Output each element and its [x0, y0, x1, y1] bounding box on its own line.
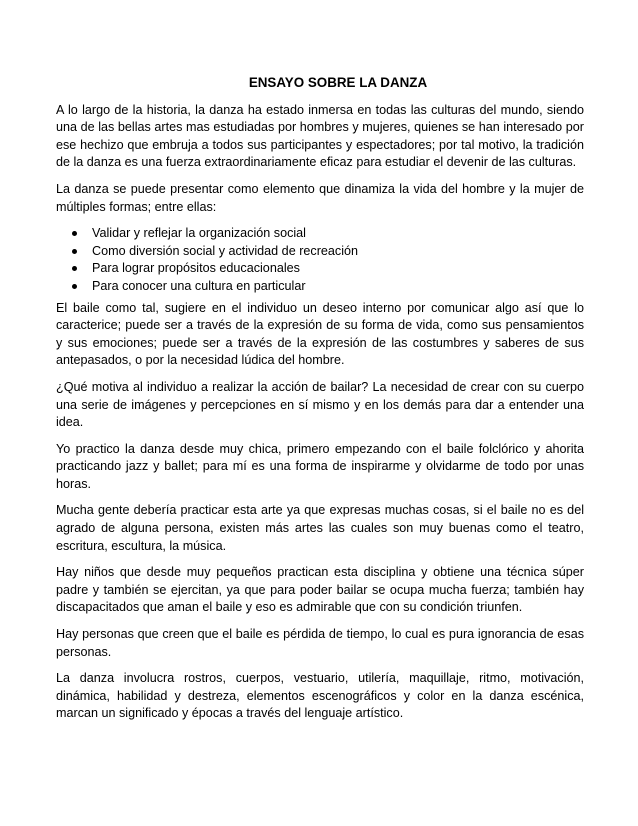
paragraph-intro: A lo largo de la historia, la danza ha estado inmersa en todas las culturas del mundo, siendo una de las bellas artes mas estudiadas por hombres y mujeres, quienes se han interesado por ese hechizo que embruja a todos sus participantes y espectadores; por tal motivo, la tradición de la danza es una fuerza extraordinariamente eficaz para estudiar el devenir de las culturas. — [56, 102, 584, 170]
paragraph-motiva: ¿Qué motiva al individuo a realizar la acción de bailar? La necesidad de crear con su cuerpo una serie de imágenes y percepciones en sí mismo y en los demás para dar a entender una idea. — [56, 379, 584, 430]
list-item: Para conocer una cultura en particular — [92, 278, 584, 296]
document-page — [56, 74, 584, 732]
paragraph-personas: Hay personas que creen que el baile es pérdida de tiempo, lo cual es pura ignorancia de esas personas. — [56, 627, 584, 659]
paragraph-ninos: Hay niños que desde muy pequeños practican esta disciplina y obtiene una técnica súper padre y también se ejercitan, ya que para poder bailar se ocupa mucha fuerza; también hay discapacitados que aman el baile y eso es admirable que con su condición triunfen. — [56, 565, 584, 615]
list-item: Validar y reflejar la organización social — [92, 225, 584, 243]
document-title: ENSAYO SOBRE LA DANZA — [248, 75, 428, 90]
list-item: Como diversión social y actividad de recreación — [92, 243, 584, 261]
paragraph-mucha-gente: Mucha gente debería practicar esta arte ya que expresas muchas cosas, si el baile no es del agrado de alguna persona, existen más artes las cuales son muy buenas como el teatro, escritura, escultura, la música. — [56, 503, 584, 553]
paragraph-involucra: La danza involucra rostros, cuerpos, vestuario, utilería, maquillaje, ritmo, motivación, dinámica, habilidad y destreza, elementos escenográficos y color en la danza escénica, marcan un significado y épocas a través del lenguaje artístico. — [56, 671, 584, 721]
forms-list — [56, 225, 584, 295]
paragraph-practico: Yo practico la danza desde muy chica, primero empezando con el baile folclórico y ahorita practicando jazz y ballet; para mí es una forma de inspirarme y olvidarme de todo por unas horas. — [56, 441, 584, 491]
list-item: Para lograr propósitos educacionales — [92, 260, 584, 278]
paragraph-baile: El baile como tal, sugiere en el individuo un deseo interno por comunicar algo así que lo caracterice; puede ser a través de la expresión de su forma de vida, como sus pensamientos y sus emociones; puede ser a través de la expresión de las costumbres y saberes de sus antepasados, o por la necesidad lúdica del hombre. — [56, 300, 584, 368]
paragraph-forms: La danza se puede presentar como elemento que dinamiza la vida del hombre y la mujer de múltiples formas; entre ellas: — [56, 181, 584, 214]
